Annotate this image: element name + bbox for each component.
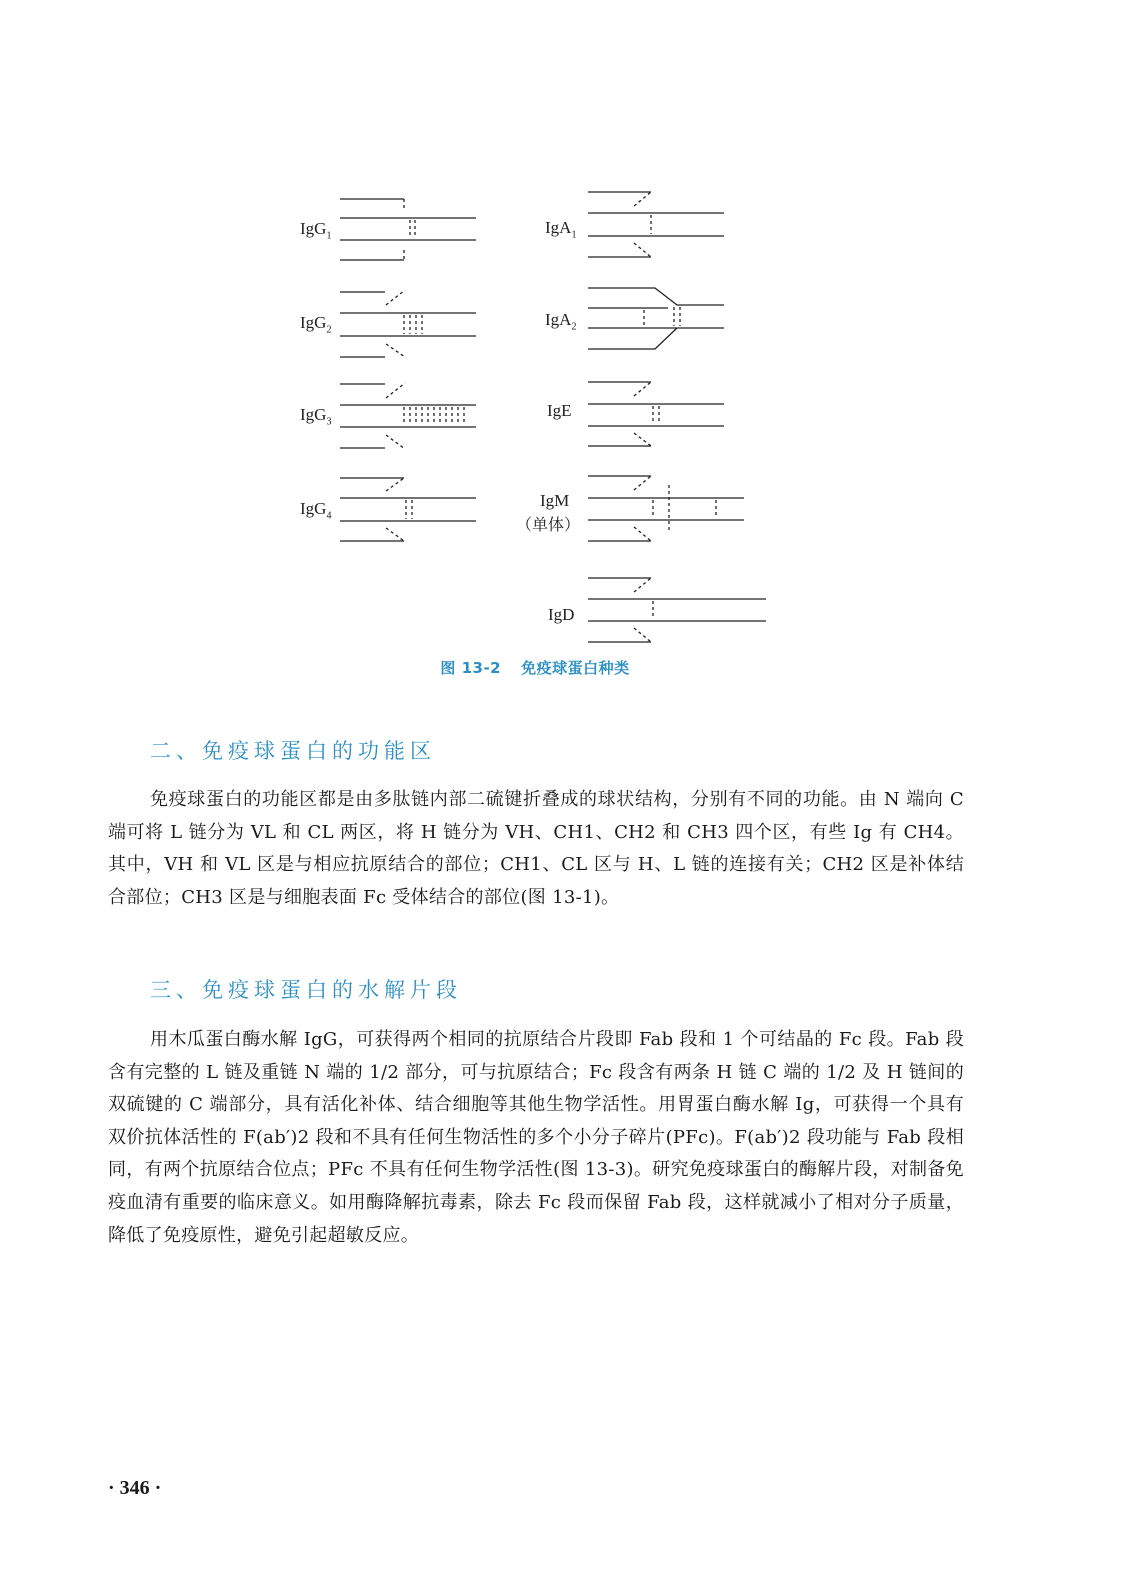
page-number: · 346 · [108,1477,162,1499]
label-igm: IgM [540,491,570,510]
igm-diagram [588,476,744,541]
label-igd: IgD [548,605,575,624]
igg1-diagram [340,199,476,260]
label-iga2: IgA$_2$ [545,310,577,333]
igg2-diagram [340,290,476,357]
immunoglobulin-types-figure [0,0,1127,700]
section-2-paragraph: 免疫球蛋白的功能区都是由多肽链内部二硫键折叠成的球状结构，分别有不同的功能。由 N 端向 C 端可将 L 链分为 VL 和 CL 两区，将 H 链分为 VH、CH1、CH2 和 CH3 四个区，有些 Ig 有 CH4。其中，VH 和 VL 区是与相应抗原结合的部位；CH1、CL 区与 H、L 链的连接有关；CH2 区是补体结合部位；CH3 区是与细胞表面 Fc 受体结合的部位(图 13-1)。 [108,789,964,908]
label-igg3: IgG$_3$ [300,405,332,428]
figure-caption [0,657,1070,678]
label-igg1: IgG$_1$ [300,219,332,242]
figure-caption-title: 免疫球蛋白种类 [521,659,630,677]
label-igg2: IgG$_2$ [300,313,332,336]
section-2-heading: 二、免疫球蛋白的功能区 [150,739,436,763]
igg3-diagram [340,383,476,449]
igd-diagram [588,578,766,642]
iga2-diagram [588,288,724,349]
igg4-diagram [340,478,476,541]
label-igm-monomer: （单体） [516,515,581,534]
figure-caption-number: 图 13-2 [440,659,502,677]
label-iga1: IgA$_1$ [545,218,577,241]
label-ige: IgE [547,401,572,420]
iga1-diagram [588,192,724,257]
ige-diagram [588,382,724,446]
label-igg4: IgG$_4$ [300,499,332,522]
section-3-heading: 三、免疫球蛋白的水解片段 [150,978,462,1002]
section-3-paragraph: 用木瓜蛋白酶水解 IgG，可获得两个相同的抗原结合片段即 Fab 段和 1 个可结晶的 Fc 段。Fab 段含有完整的 L 链及重链 N 端的 1/2 部分，可与抗原结合；Fc 段含有两条 H 链 C 端的 1/2 及 H 链间的双硫键的 C 端部分，具有活化补体、结合细胞等其他生物学活性。用胃蛋白酶水解 Ig，可获得一个具有双价抗体活性的 F(ab′)2 段和不具有任何生物活性的多个小分子碎片(PFc)。F(ab′)2 段功能与 Fab 段相同，有两个抗原结合位点；PFc 不具有任何生物学活性(图 13-3)。研究免疫球蛋白的酶解片段，对制备免疫血清有重要的临床意义。如用酶降解抗毒素，除去 Fc 段而保留 Fab 段，这样就减小了相对分子质量，降低了免疫原性，避免引起超敏反应。 [108,1029,964,1246]
